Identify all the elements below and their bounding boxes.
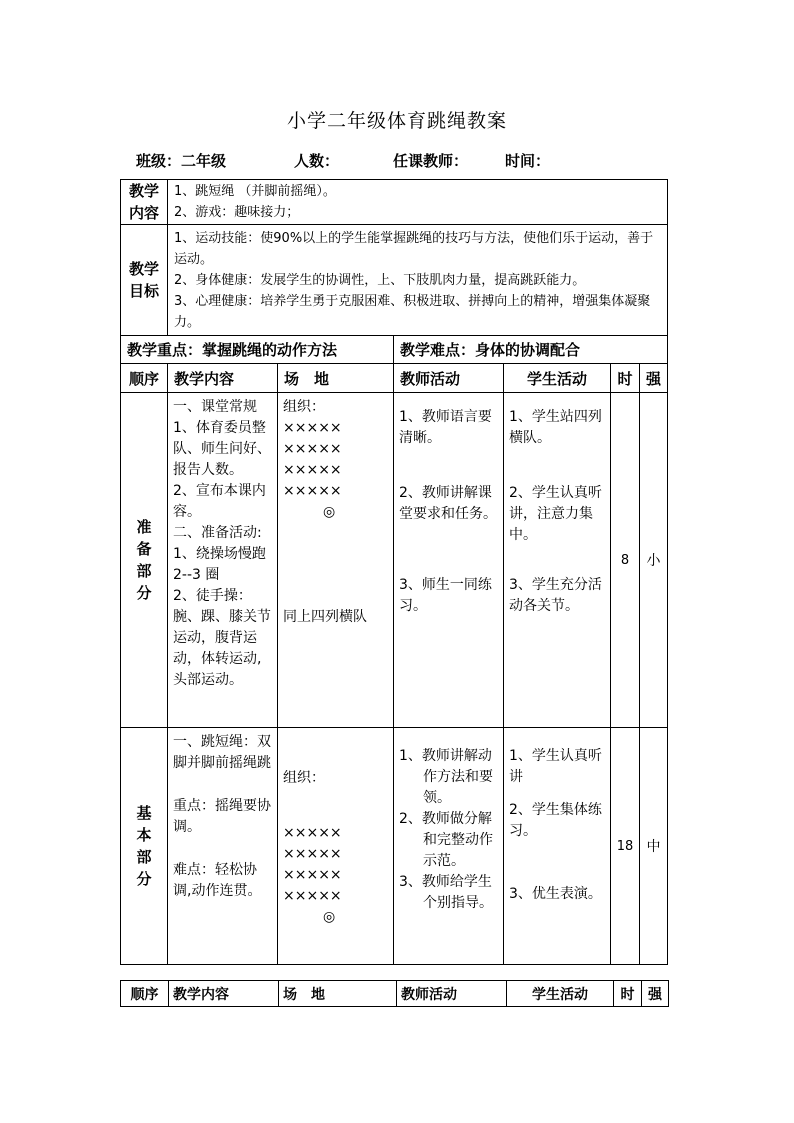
venue-label: 组织：	[283, 399, 325, 415]
student-activity: 3、优生表演。	[509, 886, 602, 902]
header-content: 教学内容	[169, 981, 279, 1007]
page-title: 小学二年级体育跳绳教案	[286, 110, 507, 132]
content-item: 1、绕操场慢跑 2--3 圈	[173, 546, 266, 583]
content-item: 2、宣布本课内容。	[173, 483, 266, 520]
section-prep-row	[121, 393, 668, 728]
teacher-activity: 3、教师给学生个别指导。	[399, 874, 493, 911]
venue-label: 组织：	[283, 770, 325, 786]
continuation-table	[120, 980, 669, 1007]
header-order: 顺序	[121, 981, 169, 1007]
teacher-activity: 3、师生一同练习。	[399, 577, 492, 614]
section-student-cell	[504, 393, 611, 728]
formation-row: ×××××	[283, 441, 342, 457]
student-activity: 3、学生充分活动各关节。	[509, 577, 602, 614]
header-venue: 场 地	[278, 364, 394, 393]
goals-row	[121, 225, 668, 336]
teacher-position-icon: ◎	[323, 504, 336, 520]
teacher-activity: 1、教师讲解动作方法和要领。	[399, 748, 493, 806]
focus-row	[121, 336, 668, 364]
formation-row: ×××××	[283, 420, 342, 436]
section-venue-cell	[278, 728, 394, 965]
content-item: 1、体育委员整队、师生问好、报告人数。	[173, 420, 271, 478]
student-activity: 1、学生认真听讲	[509, 748, 602, 785]
key-point: 教学重点：掌握跳绳的动作方法	[121, 336, 394, 364]
content-item: 重点：摇绳要协调。	[173, 798, 271, 835]
teacher-activity: 2、教师讲解课堂要求和任务。	[399, 485, 497, 522]
difficulty: 教学难点：身体的协调配合	[394, 336, 668, 364]
content-item: 2、徒手操：腕、踝、膝关节运动，腹背运动，体转运动,头部运动。	[173, 588, 271, 688]
content-line: 2、游戏：趣味接力；	[174, 205, 300, 220]
section-venue-cell	[278, 393, 394, 728]
goal-line: 2、身体健康：发展学生的协调性，上、下肢肌肉力量，提高跳跃能力。	[174, 272, 586, 288]
header-time: 时	[614, 981, 642, 1007]
section-time: 18	[611, 728, 640, 965]
student-activity: 2、学生集体练习。	[509, 802, 602, 839]
lesson-plan-table	[120, 179, 668, 965]
section-intensity: 小	[640, 393, 668, 728]
header-teacher: 教师活动	[394, 364, 504, 393]
student-activity: 2、学生认真听讲，注意力集中。	[509, 485, 602, 543]
formation-row: ×××××	[283, 483, 342, 499]
section-content-cell	[168, 728, 278, 965]
class-field: 班级：二年级	[136, 152, 227, 170]
student-activity: 1、学生站四列横队。	[509, 409, 602, 446]
section-teacher-cell	[394, 728, 504, 965]
goals-cell	[168, 225, 668, 336]
section-label: 基本部分	[136, 804, 152, 888]
header-venue: 场 地	[279, 981, 397, 1007]
section-teacher-cell	[394, 393, 504, 728]
goals-label: 教学目标	[129, 260, 160, 300]
header-intensity: 强	[642, 981, 669, 1007]
section-content-cell	[168, 393, 278, 728]
section-label-cell	[121, 393, 168, 728]
formation-row: ×××××	[283, 867, 342, 883]
header-teacher: 教师活动	[397, 981, 507, 1007]
goals-label-cell	[121, 225, 168, 336]
formation-row: ×××××	[283, 462, 342, 478]
content-item: 一、跳短绳：双脚并脚前摇绳跳	[173, 734, 271, 771]
content-item: 二、准备活动:	[173, 525, 262, 541]
goal-line: 1、运动技能：使90%以上的学生能掌握跳绳的技巧与方法，使他们乐于运动，善于运动。	[174, 230, 654, 267]
formation-row: ×××××	[283, 888, 342, 904]
header-row	[121, 364, 668, 393]
teacher-activity: 2、教师做分解和完整动作示范。	[399, 811, 493, 869]
content-label: 教学内容	[129, 182, 160, 222]
goal-line: 3、心理健康：培养学生勇于克服困难、积极进取、拼搏向上的精神，增强集体凝聚力。	[174, 293, 651, 330]
section-intensity: 中	[640, 728, 668, 965]
teacher-activity: 1、教师语言要清晰。	[399, 409, 492, 446]
teacher-position-icon: ◎	[323, 909, 336, 925]
venue-note: 同上四列横队	[283, 609, 367, 625]
content-cell	[168, 180, 668, 225]
section-label-cell	[121, 728, 168, 965]
header-student: 学生活动	[504, 364, 611, 393]
section-time: 8	[611, 393, 640, 728]
header-student: 学生活动	[507, 981, 614, 1007]
content-label-cell	[121, 180, 168, 225]
teacher-field: 任课教师：	[393, 152, 469, 170]
time-field: 时间：	[505, 152, 551, 170]
formation-row: ×××××	[283, 825, 342, 841]
section-student-cell	[504, 728, 611, 965]
header-time: 时	[611, 364, 640, 393]
content-line: 1、跳短绳 （并脚前摇绳）。	[174, 184, 336, 199]
header-row	[121, 981, 669, 1007]
content-row	[121, 180, 668, 225]
header-order: 顺序	[121, 364, 168, 393]
student-count-field: 人数：	[294, 152, 340, 170]
formation-row: ×××××	[283, 846, 342, 862]
content-item: 难点：轻松协调,动作连贯。	[173, 862, 262, 899]
header-content: 教学内容	[168, 364, 278, 393]
section-basic-row	[121, 728, 668, 965]
header-intensity: 强	[640, 364, 668, 393]
section-label: 准备部分	[136, 518, 152, 602]
content-item: 一、课堂常规	[173, 399, 257, 415]
